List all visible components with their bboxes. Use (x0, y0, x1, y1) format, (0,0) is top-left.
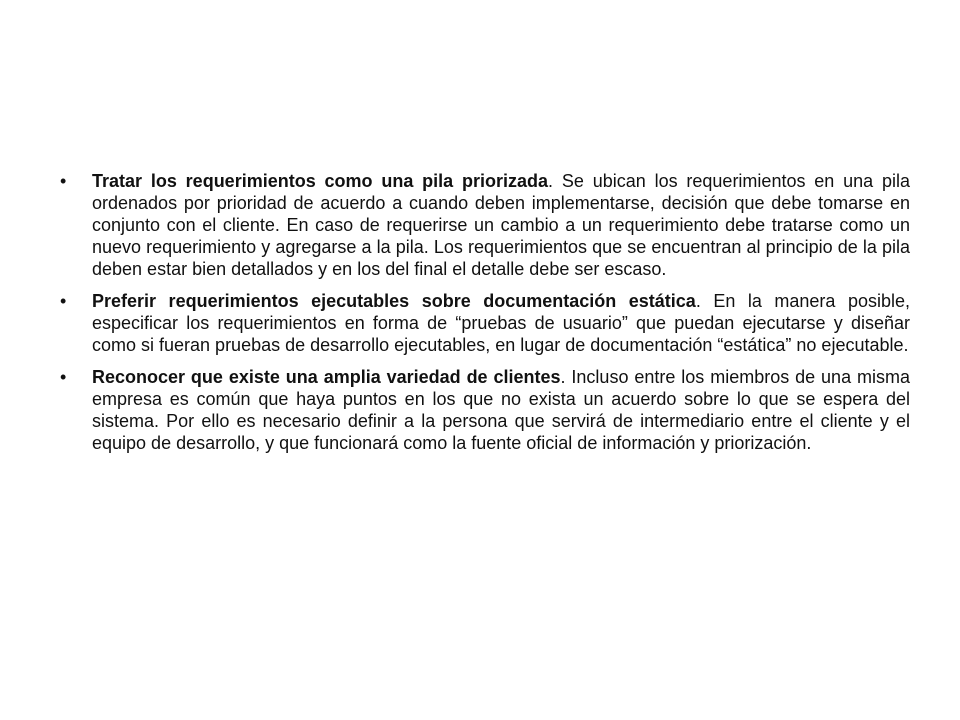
bullet-dot-icon: • (60, 171, 67, 191)
bullet-lead: Preferir requerimientos ejecutables sobre documentación estática (92, 291, 696, 311)
bullet-dot-icon: • (60, 291, 67, 311)
bullet-text: . Se ubican los requerimientos en una pila ordenados por prioridad de acuerdo a cuando deben implementarse, decisión que debe tomarse en conjunto con el cliente. En caso de requerirse un cambio a un requerimiento debe tratarse como un nuevo requerimiento y agregarse a la pila. Los requerimientos que se encuentran al principio de la pila deben estar bien detallados y en los del final el detalle debe ser escaso. (92, 171, 910, 279)
bullet-text: . Incluso entre los miembros de una misma empresa es común que haya puntos en los que no exista un acuerdo sobre lo que se espera del sistema. Por ello es necesario definir a la persona que servirá de intermediario entre el cliente y el equipo de desarrollo, y que funcionará como la fuente oficial de información y priorización. (92, 367, 910, 453)
bullet-item-executable (60, 290, 910, 356)
bullet-lead: Tratar los requerimientos como una pila priorizada (92, 171, 549, 191)
bullet-item-clients (60, 366, 910, 454)
bullet-list (60, 170, 910, 464)
bullet-lead: Reconocer que existe una amplia variedad de clientes (92, 367, 561, 387)
bullet-text: . En la manera posible, especificar los requerimientos en forma de “pruebas de usuario” que puedan ejecutarse y diseñar como si fueran pruebas de desarrollo ejecutables, en lugar de documentación “estática” no ejecutable. (92, 291, 911, 355)
bullet-item-stack (60, 170, 910, 280)
bullet-dot-icon: • (60, 367, 67, 387)
